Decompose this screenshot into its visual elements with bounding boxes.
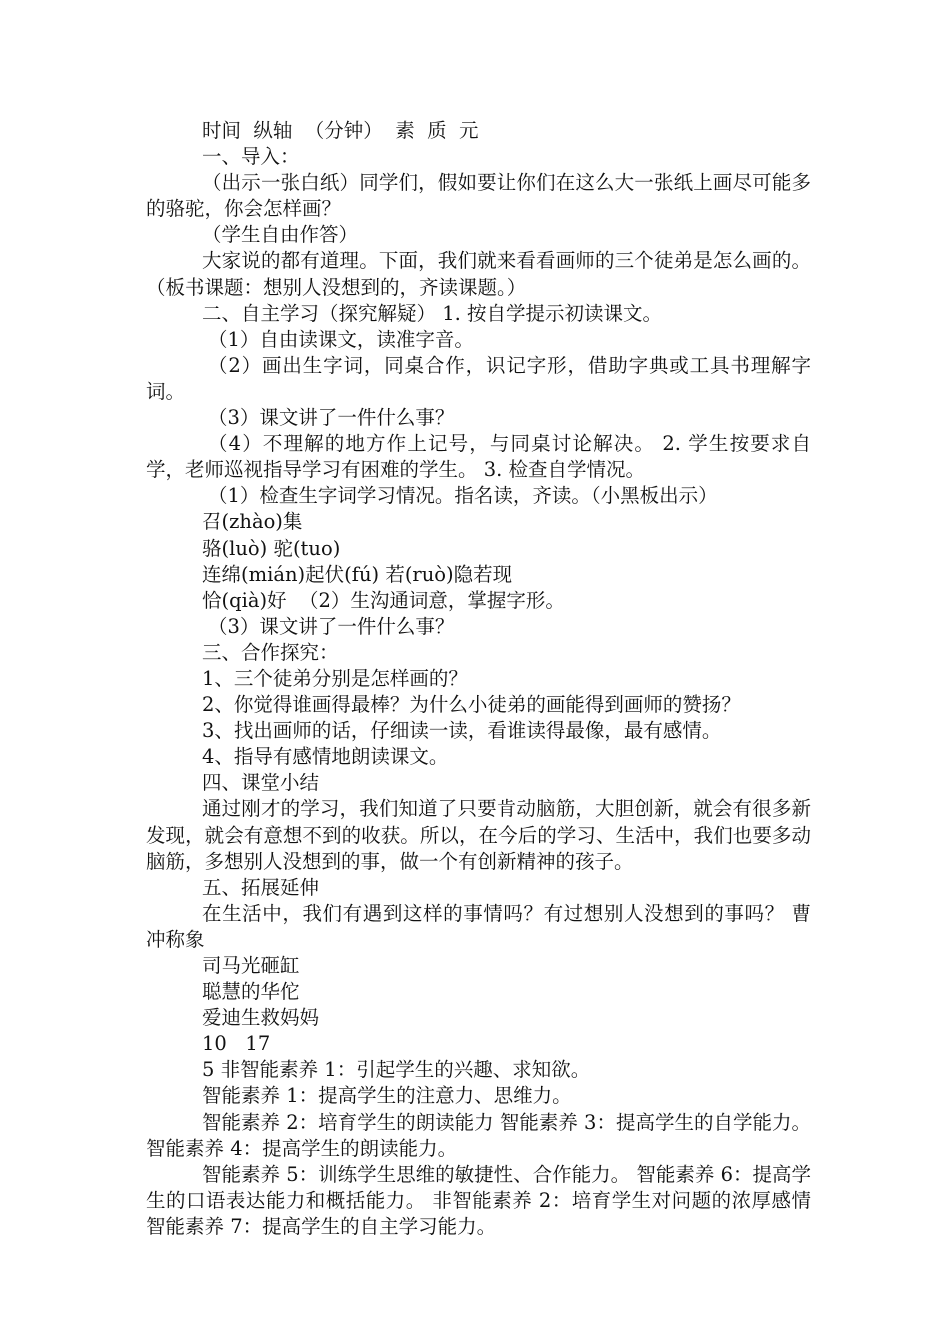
section-title-extension: 五、拓展延伸	[202, 875, 320, 899]
table-header: 时间 纵轴 （分钟） 素 质 元	[202, 119, 479, 142]
paragraph-extension: 在生活中，我们有遇到这样的事情吗？有过想别人没想到的事吗？ 曹冲称象	[146, 901, 811, 951]
section-title-cooperation: 三、合作探究：	[202, 640, 339, 664]
list-item: （1）自由读课文，读准字音。	[208, 327, 474, 351]
literacy-item: 智能素养 1：提高学生的注意力、思维力。	[202, 1084, 572, 1108]
story-item: 爱迪生救妈妈	[202, 1006, 320, 1030]
vocab-word: 恰(qià)好 （2）生沟通词意，掌握字形。	[202, 588, 565, 612]
list-item: （3）课文讲了一件什么事？	[208, 406, 455, 430]
paragraph-summary: 通过刚才的学习，我们知道了只要肯动脑筋，大胆创新，就会有很多新发现，就会有意想不到的收获。所以，在今后的学习、生活中，我们也要多动脑筋，多想别人没想到的事，做一个有创新精神的孩子。	[146, 797, 811, 873]
document-page	[146, 118, 811, 1240]
section-title-self-study: 二、自主学习（探究解疑） 1. 按自学提示初读课文。	[202, 301, 663, 325]
list-item: （3）课文讲了一件什么事？	[208, 614, 455, 638]
story-item: 聪慧的华佗	[202, 980, 300, 1004]
list-item: （2）画出生字词，同桌合作，识记字形，借助字典或工具书理解字词。	[146, 353, 811, 403]
question-item: 2、你觉得谁画得最棒？为什么小徒弟的画能得到画师的赞扬？	[202, 693, 741, 717]
section-title-intro: 一、导入：	[202, 145, 300, 169]
section-title-summary: 四、课堂小结	[202, 771, 320, 795]
question-item: 3、找出画师的话，仔细读一读，看谁读得最像，最有感情。	[202, 719, 722, 743]
question-item: 1、三个徒弟分别是怎样画的？	[202, 666, 468, 690]
list-item: （4）不理解的地方作上记号，与同桌讨论解决。 2. 学生按要求自学，老师巡视指导学习有困难的学生。 3. 检查自学情况。	[146, 432, 811, 482]
vocab-word: 骆(luò) 驼(tuo)	[202, 536, 341, 560]
paragraph-lead-in: 大家说的都有道理。下面，我们就来看看画师的三个徒弟是怎么画的。（板书课题：想别人没想到的，齐读课题。）	[146, 249, 811, 299]
paragraph-answer: （学生自由作答）	[202, 223, 359, 247]
literacy-item: 5 非智能素养 1：引起学生的兴趣、求知欲。	[202, 1058, 591, 1082]
paragraph-intro: （出示一张白纸）同学们，假如要让你们在这么大一张纸上画尽可能多的骆驼，你会怎样画？	[146, 171, 811, 221]
story-item: 司马光砸缸	[202, 954, 300, 977]
question-item: 4、指导有感情地朗读课文。	[202, 745, 449, 769]
list-item: （1）检查生字词学习情况。指名读，齐读。（小黑板出示）	[208, 484, 718, 508]
vocab-word: 召(zhào)集	[202, 510, 303, 534]
literacy-item: 智能素养 2：培育学生的朗读能力 智能素养 3：提高学生的自学能力。 智能素养 4：提高学生的朗读能力。	[146, 1110, 811, 1160]
time-values: 10 17	[202, 1032, 271, 1056]
vocab-word: 连绵(mián)起伏(fú) 若(ruò)隐若现	[202, 562, 513, 586]
literacy-item: 智能素养 5：训练学生思维的敏捷性、合作能力。 智能素养 6：提高学生的口语表达能力和概括能力。 非智能素养 2：培育学生对问题的浓厚感情 智能素养 7：提高学生的自主学习能力。	[146, 1162, 811, 1238]
